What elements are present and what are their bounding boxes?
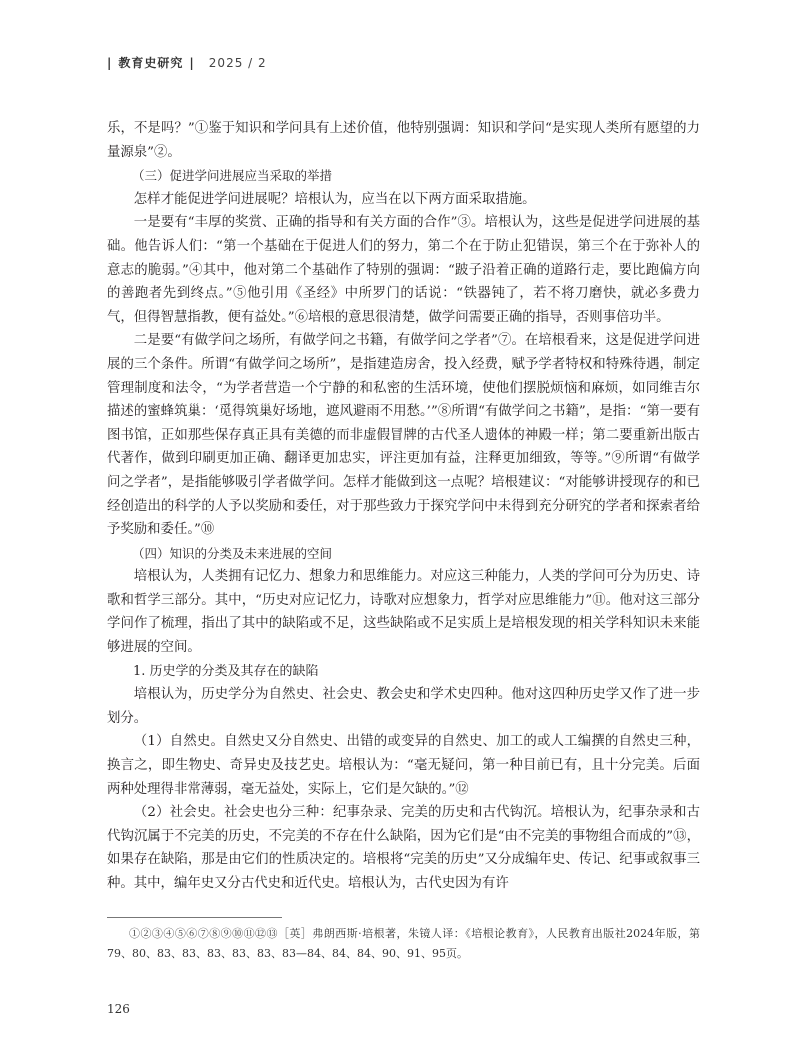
body-text [107, 117, 700, 896]
header-bar-right: | [189, 56, 195, 70]
paragraph: 培根认为，人类拥有记忆力、想象力和思维能力。对应这三种能力，人类的学问可分为历史、诗歌和哲学三部分。其中，“历史对应记忆力，诗歌对应想象力，哲学对应思维能力”⑪。他对这三部分学问作了梳理，指出了其中的缺陷或不足，这些缺陷或不足实质上是培根发现的相关学科知识未来能够进展的空间。 [107, 569, 700, 656]
footnote: ①②③④⑤⑥⑦⑧⑨⑩⑪⑫⑬［英］弗朗西斯·培根著，朱镜人译：《培根论教育》，人民教育出版社2024年版，第79、80、83、83、83、83、83、83—84、84、84、90、91、95页。 [107, 927, 700, 960]
paragraph: 怎样才能促进学问进展呢？培根认为，应当在以下两方面采取措施。 [133, 191, 536, 207]
footnote-divider [107, 917, 282, 918]
paragraph: 二是要“有做学问之场所，有做学问之书籍，有做学问之学者”⑦。在培根看来，这是促进学问进展的三个条件。所谓“有做学问之场所”，是指建造房舍，投入经费，赋予学者特权和特殊待遇，制定管理制度和法令，“为学者营造一个宁静的和私密的生活环境，使他们摆脱烦恼和麻烦，如同维吉尔描述的蜜蜂筑巢：‘觅得筑巢好场地，遮风避雨不用愁。’”⑧所谓“有做学问之书籍”，是指：“第一要有图书馆，正如那些保存真正具有美德的而非虚假冒牌的古代圣人遗体的神殿一样；第二要重新出版古代著作，做到印刷更加正确、翻译更加忠实，评注更加有益，注释更加细致，等等。”⑨所谓“有做学问之学者”，是指能够吸引学者做学问。怎样才能做到这一点呢？培根建议：“对能够讲授现存的和已经创造出的科学的人予以奖励和委任，对于那些致力于探究学问中未得到充分研究的学者和探索者给予奖励和委任。”⑩ [107, 333, 700, 538]
paragraph: （2）社会史。社会史也分三种：纪事杂录、完美的历史和古代钩沉。培根认为，纪事杂录和古代钩沉属于不完美的历史，不完美的不存在什么缺陷，因为它们是“由不完美的事物组合而成的”⑬，如果存在缺陷，那是由它们的性质决定的。培根将“完美的历史”又分成编年史、传记、纪事或叙事三种。其中，编年史又分古代史和近代史。培根认为，古代史因为有许 [107, 805, 700, 891]
header-bar-left: | [107, 56, 113, 70]
paragraph: （1）自然史。自然史又分自然史、出错的或变异的自然史、加工的或人工编撰的自然史三种，换言之，即生物史、奇异史及技艺史。培根认为：“毫无疑问，第一种目前已有，且十分完美。后面两种处理得非常薄弱，毫无益处，实际上，它们是欠缺的。”⑫ [107, 734, 700, 797]
issue-number: 2025 / 2 [208, 56, 267, 70]
paragraph: 一是要有“丰厚的奖赏、正确的指导和有关方面的合作”③。培根认为，这些是促进学问进展的基础。他告诉人们：“第一个基础在于促进人们的努力，第二个在于防止犯错误，第三个在于弥补人的意志的脆弱。”④其中，他对第二个基础作了特别的强调：“跛子沿着正确的道路行走，要比跑偏方向的善跑者先到终点。”⑤他引用《圣经》中所罗门的话说：“铁器钝了，若不将刀磨快，就必多费力气，但得智慧指教，便有益处。”⑥培根的意思很清楚，做学问需要正确的指导，否则事倍功半。 [107, 215, 700, 325]
journal-title: 教育史研究 [118, 56, 184, 70]
section-heading-3: （三）促进学问进展应当采取的举措 [132, 168, 333, 184]
running-header [107, 54, 267, 71]
page-number: 126 [107, 1002, 130, 1016]
section-heading-4: （四）知识的分类及未来进展的空间 [132, 545, 333, 561]
paragraph-continued: 乐，不是吗？”①鉴于知识和学问具有上述价值，他特别强调：知识和学问“是实现人类所有愿望的力量源泉”②。 [107, 121, 700, 160]
subsection-heading-1: 1. 历史学的分类及其存在的缺陷 [133, 663, 319, 679]
paragraph: 培根认为，历史学分为自然史、社会史、教会史和学术史四种。他对这四种历史学又作了进一步划分。 [107, 687, 700, 726]
